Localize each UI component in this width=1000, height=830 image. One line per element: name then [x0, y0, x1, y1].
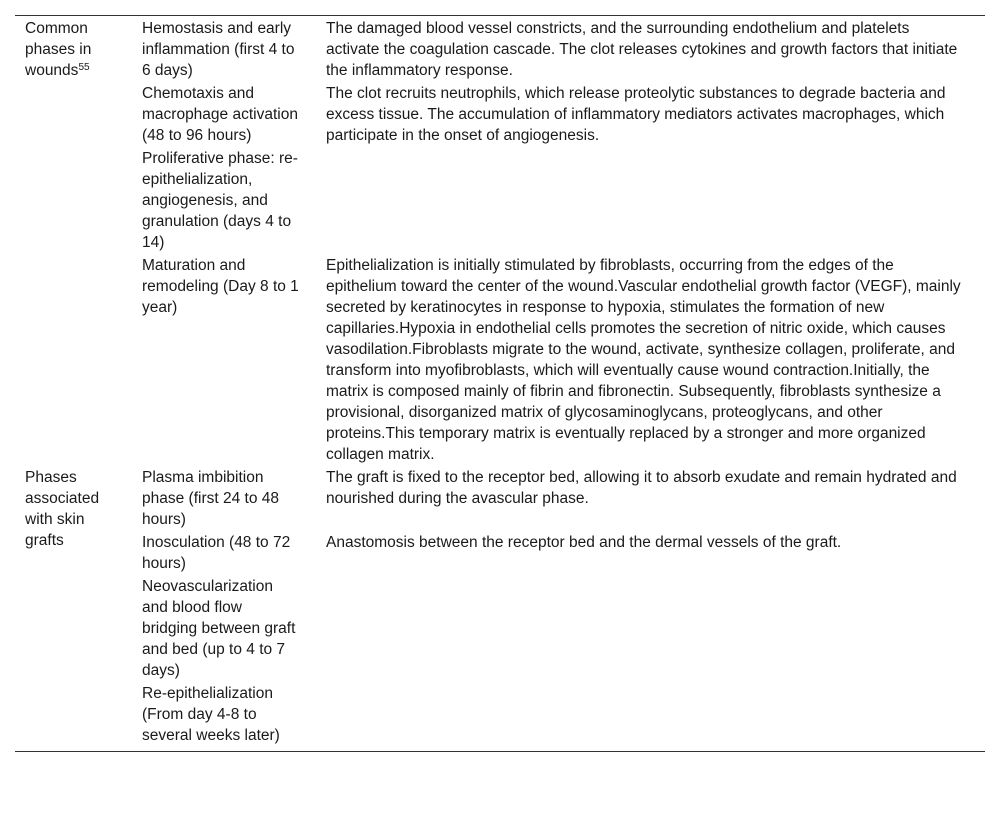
description-cell: The clot recruits neutrophils, which release proteolytic substances to degrade bacteria and excess tissue. The accumulation of inflammatory mediators activates macrophages, which participate in the onset of angiogenesis. [326, 85, 946, 144]
description-cell [309, 574, 985, 681]
table-row [15, 465, 985, 530]
table-row [15, 253, 985, 465]
table-row [15, 146, 985, 253]
description-cell: Epithelialization is initially stimulated by fibroblasts, occurring from the edges of the epithelium toward the center of the wound.Vascular endothelial growth factor (VEGF), mainly secreted by keratinocytes in response to hypoxia, stimulates the formation of new capillaries.Hypoxia in endothelial cells promotes the secretion of nitric oxide, which causes vasodilation.Fibroblasts migrate to the wound, activate, synthesize collagen, proliferate, and transform into myofibroblasts, which will eventually cause wound contraction.Initially, the matrix is composed mainly of fibrin and fibronectin. Subsequently, fibroblasts synthesize a provisional, disorganized matrix of glycosaminoglycans, proteoglycans, and other proteins.This temporary matrix is eventually replaced by a stronger and more organized collagen matrix. [326, 257, 961, 463]
phase-cell: Chemotaxis and macrophage activation (48 to 96 hours) [142, 85, 298, 144]
description-cell [309, 146, 985, 253]
table-row [15, 81, 985, 146]
wound-healing-phases-table [15, 16, 985, 751]
table-row [15, 574, 985, 681]
group-label-cell [15, 16, 132, 465]
description-cell [309, 681, 985, 751]
description-cell: The graft is fixed to the receptor bed, allowing it to absorb exudate and remain hydrated and nourished during the avascular phase. [326, 469, 957, 507]
phase-cell: Inosculation (48 to 72 hours) [142, 534, 291, 572]
group-label: Common phases in wounds [25, 20, 92, 79]
phase-cell: Hemostasis and early inflammation (first 4 to 6 days) [142, 20, 295, 79]
phase-cell: Neovascularization and blood flow bridging between graft and bed (up to 4 to 7 days) [142, 578, 296, 679]
phase-cell: Maturation and remodeling (Day 8 to 1 year) [142, 257, 299, 316]
group-label-cell: Phases associated with skin grafts [25, 469, 100, 549]
phase-cell: Re-epithelialization (From day 4-8 to several weeks later) [142, 685, 280, 744]
table-row [15, 681, 985, 751]
phase-cell: Plasma imbibition phase (first 24 to 48 hours) [142, 469, 279, 528]
reference-superscript[interactable]: 55 [78, 62, 90, 73]
table-row [15, 530, 985, 574]
description-cell: The damaged blood vessel constricts, and the surrounding endothelium and platelets activate the coagulation cascade. The clot releases cytokines and growth factors that initiate the inflammatory response. [326, 20, 958, 79]
phase-cell: Proliferative phase: re-epithelialization, angiogenesis, and granulation (days 4 to 14) [142, 150, 298, 251]
table-row [15, 16, 985, 81]
wound-healing-phases-table-wrapper [15, 15, 985, 752]
description-cell: Anastomosis between the receptor bed and the dermal vessels of the graft. [326, 534, 842, 551]
